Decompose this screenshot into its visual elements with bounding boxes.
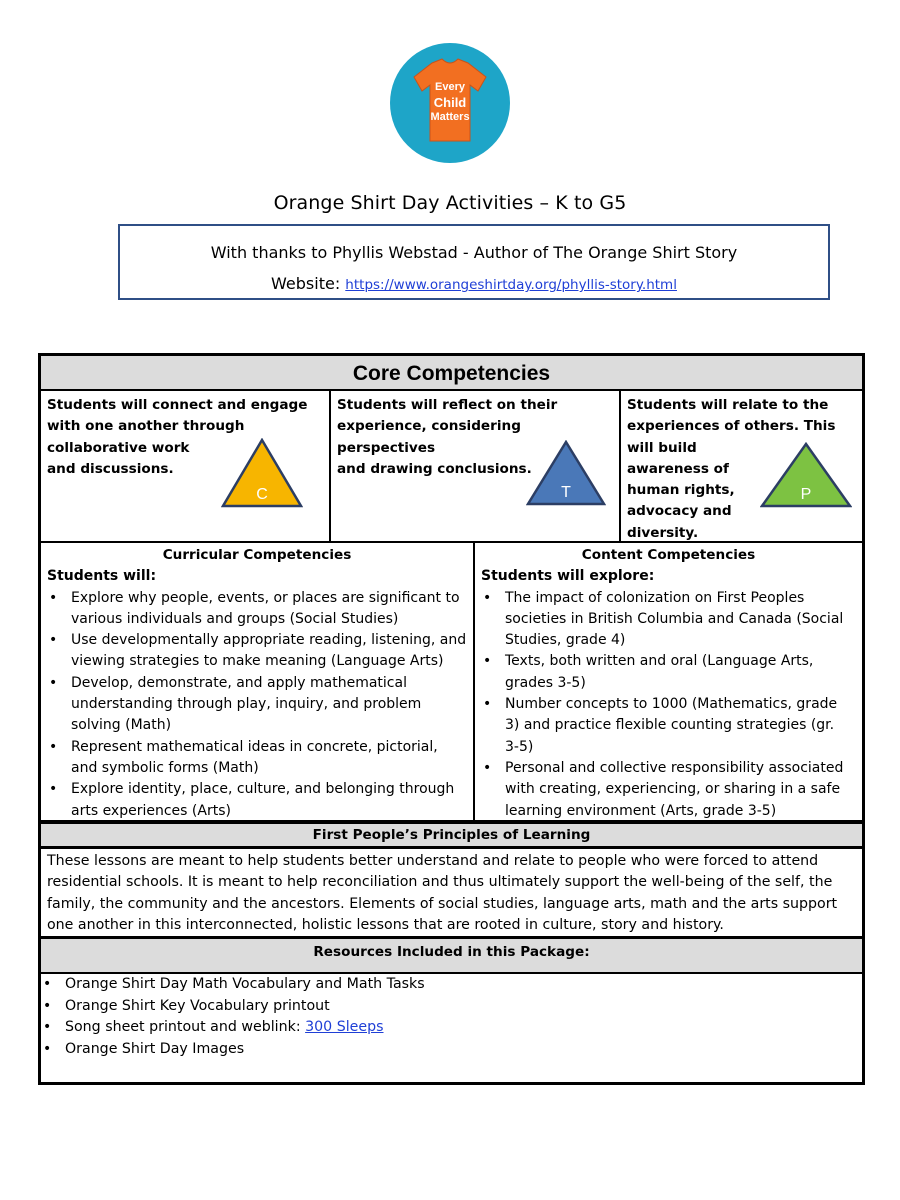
website-label: Website: [271, 274, 341, 293]
core-cell-line: with one another through [47, 418, 245, 435]
triangle-letter: C [256, 486, 268, 503]
paragraph-line: family, the community and the ancestors. Elements of social studies, language arts, math and the arts support [47, 895, 838, 912]
list-item: • Explore why people, events, or places are significant to various individuals and groups (Social Studies) [47, 588, 467, 631]
core-competencies-header: Core Competencies [41, 356, 862, 389]
core-cell-line: will build [627, 439, 697, 456]
triangle-c-icon [221, 438, 303, 508]
logo-line-3: Matters [430, 111, 470, 123]
triangle-t-icon [526, 440, 606, 506]
content-competencies-title: Content Competencies [581, 547, 756, 563]
principles-header: First People’s Principles of Learning [41, 824, 862, 846]
paragraph-line: one another in this interconnected, holistic lessons that are rooted in culture, story and history. [47, 916, 724, 933]
list-item: • Number concepts to 1000 (Mathematics, grade 3) and practice flexible counting strategies (gr. 3-5) [481, 694, 856, 758]
resource-item: • Orange Shirt Day Images [41, 1039, 862, 1061]
core-cell-line: awareness of [627, 460, 729, 477]
curricular-list [47, 588, 467, 822]
core-cell-line: diversity. [627, 524, 699, 541]
resources-list [41, 974, 862, 1060]
core-cell-line: Students will connect and engage [47, 397, 308, 413]
triangle-letter: P [800, 486, 812, 503]
curricular-competencies-title: Curricular Competencies [162, 547, 352, 563]
document-title: Orange Shirt Day Activities – K to G5 [273, 192, 627, 214]
triangle-p-icon [760, 442, 852, 508]
logo-line-1: Every [435, 81, 465, 93]
core-cell-line: experiences of others. This [627, 418, 836, 435]
resource-item: • Orange Shirt Key Vocabulary printout [41, 996, 862, 1018]
list-item: • Develop, demonstrate, and apply mathematical understanding through play, inquiry, and problem solving (Math) [47, 673, 467, 737]
core-cell-line: Students will reflect on their [337, 397, 558, 413]
content-competencies-cell [475, 543, 862, 819]
core-cell-line: collaborative work [47, 439, 190, 456]
resource-item: • Song sheet printout and weblink: 300 Sleeps [41, 1017, 862, 1039]
300-sleeps-link[interactable]: 300 Sleeps [305, 1019, 384, 1035]
core-cell-line: Students will relate to the [627, 397, 829, 413]
paragraph-line: residential schools. It is meant to help reconciliation and thus ultimately support the well-being of the self, the [47, 874, 833, 891]
curricular-competencies-cell [41, 543, 473, 819]
core-cell-line: human rights, [627, 482, 735, 499]
every-child-matters-logo [390, 43, 510, 163]
list-item: • Personal and collective responsibility associated with creating, experiencing, or sharing in a safe learning environment (Arts, grade 3-5) [481, 758, 856, 822]
core-cell-line: advocacy and [627, 503, 732, 520]
content-lead: Students will explore: [481, 568, 655, 585]
core-cell-line: experience, considering perspectives [337, 418, 521, 456]
acknowledgement-box [118, 224, 830, 300]
list-item: • Texts, both written and oral (Language Arts, grades 3-5) [481, 651, 856, 694]
triangle-letter: T [561, 484, 571, 501]
core-cell-line: and discussions. [47, 460, 174, 477]
website-link[interactable]: https://www.orangeshirtday.org/phyllis-story.html [345, 277, 677, 293]
acknowledgement-text: With thanks to Phyllis Webstad - Author of The Orange Shirt Story [210, 243, 738, 262]
list-item: • Use developmentally appropriate reading, listening, and viewing strategies to make meaning (Language Arts) [47, 630, 467, 673]
list-item: • The impact of colonization on First Peoples societies in British Columbia and Canada (Social Studies, grade 4) [481, 588, 856, 652]
resources-header: Resources Included in this Package: [41, 939, 862, 972]
list-item: • Represent mathematical ideas in concrete, pictorial, and symbolic forms (Math) [47, 737, 467, 780]
principles-paragraph [41, 849, 862, 935]
core-cell-line: and drawing conclusions. [337, 460, 532, 477]
resource-item: • Orange Shirt Day Math Vocabulary and Math Tasks [41, 974, 862, 996]
competencies-table [38, 353, 865, 1085]
list-item: • Explore identity, place, culture, and belonging through arts experiences (Arts) [47, 779, 467, 822]
content-list [481, 588, 856, 822]
logo-line-2: Child [433, 95, 467, 110]
curricular-lead: Students will: [47, 568, 157, 585]
logo-text [390, 80, 510, 125]
website-line [120, 274, 828, 293]
paragraph-line: These lessons are meant to help students better understand and relate to people who were forced to attend [47, 853, 819, 869]
